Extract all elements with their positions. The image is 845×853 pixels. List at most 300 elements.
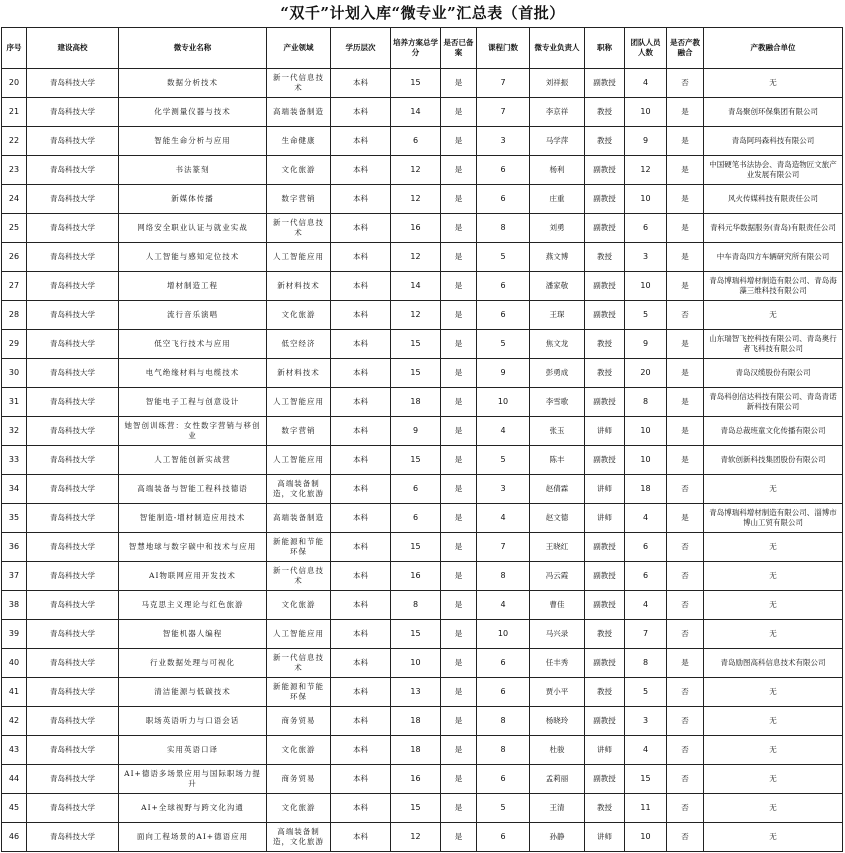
cell-school: 青岛科技大学 <box>27 272 119 301</box>
cell-team-size: 6 <box>625 533 667 562</box>
cell-partner-units: 青岛阿玛森科技有限公司 <box>704 127 843 156</box>
cell-team-size: 10 <box>625 272 667 301</box>
cell-industry-integration: 是 <box>667 330 704 359</box>
header-industry-field: 产业领域 <box>267 28 331 69</box>
header-filed: 是否已备案 <box>441 28 477 69</box>
table-row <box>2 620 843 649</box>
cell-education-level: 本科 <box>331 475 391 504</box>
cell-filed: 是 <box>441 504 477 533</box>
cell-industry-integration: 否 <box>667 301 704 330</box>
cell-industry-field: 人工智能应用 <box>267 243 331 272</box>
cell-microspecialty-name: 人工智能创新实战营 <box>119 446 267 475</box>
cell-school: 青岛科技大学 <box>27 707 119 736</box>
cell-industry-field: 文化旅游 <box>267 591 331 620</box>
cell-microspecialty-name: 职场英语听力与口语会话 <box>119 707 267 736</box>
header-team-size: 团队人员人数 <box>625 28 667 69</box>
cell-course-count: 8 <box>477 707 530 736</box>
cell-course-count: 5 <box>477 794 530 823</box>
table-row <box>2 475 843 504</box>
cell-partner-units: 无 <box>704 823 843 852</box>
cell-seq: 27 <box>2 272 27 301</box>
cell-total-credits: 12 <box>391 823 441 852</box>
cell-filed: 是 <box>441 185 477 214</box>
cell-filed: 是 <box>441 417 477 446</box>
cell-course-count: 6 <box>477 678 530 707</box>
cell-partner-units: 青岛总裁班童文化传播有限公司 <box>704 417 843 446</box>
summary-table <box>1 27 843 852</box>
cell-total-credits: 16 <box>391 214 441 243</box>
header-title: 职称 <box>585 28 625 69</box>
cell-filed: 是 <box>441 272 477 301</box>
cell-education-level: 本科 <box>331 446 391 475</box>
cell-partner-units: 青岛科创信达科技有限公司、青岛青诺新科技有限公司 <box>704 388 843 417</box>
cell-microspecialty-name: 数据分析技术 <box>119 69 267 98</box>
cell-seq: 33 <box>2 446 27 475</box>
cell-total-credits: 8 <box>391 591 441 620</box>
table-row <box>2 591 843 620</box>
cell-filed: 是 <box>441 214 477 243</box>
table-row <box>2 388 843 417</box>
cell-seq: 28 <box>2 301 27 330</box>
cell-filed: 是 <box>441 243 477 272</box>
cell-course-count: 10 <box>477 620 530 649</box>
cell-school: 青岛科技大学 <box>27 388 119 417</box>
cell-leader: 燕文博 <box>530 243 585 272</box>
cell-seq: 32 <box>2 417 27 446</box>
header-seq: 序号 <box>2 28 27 69</box>
cell-education-level: 本科 <box>331 678 391 707</box>
cell-filed: 是 <box>441 794 477 823</box>
cell-school: 青岛科技大学 <box>27 214 119 243</box>
cell-industry-field: 新一代信息技术 <box>267 69 331 98</box>
header-course-count: 课程门数 <box>477 28 530 69</box>
cell-total-credits: 6 <box>391 475 441 504</box>
cell-team-size: 10 <box>625 417 667 446</box>
cell-industry-field: 新一代信息技术 <box>267 649 331 678</box>
cell-school: 青岛科技大学 <box>27 533 119 562</box>
table-row <box>2 678 843 707</box>
cell-education-level: 本科 <box>331 272 391 301</box>
cell-course-count: 7 <box>477 69 530 98</box>
cell-filed: 是 <box>441 707 477 736</box>
cell-seq: 39 <box>2 620 27 649</box>
cell-total-credits: 9 <box>391 417 441 446</box>
cell-total-credits: 15 <box>391 794 441 823</box>
cell-education-level: 本科 <box>331 823 391 852</box>
cell-microspecialty-name: 实用英语口译 <box>119 736 267 765</box>
cell-seq: 35 <box>2 504 27 533</box>
cell-industry-integration: 否 <box>667 794 704 823</box>
cell-team-size: 15 <box>625 765 667 794</box>
cell-industry-field: 文化旅游 <box>267 736 331 765</box>
cell-seq: 44 <box>2 765 27 794</box>
cell-total-credits: 6 <box>391 127 441 156</box>
cell-leader: 马兴录 <box>530 620 585 649</box>
cell-filed: 是 <box>441 446 477 475</box>
cell-school: 青岛科技大学 <box>27 446 119 475</box>
cell-course-count: 6 <box>477 272 530 301</box>
cell-microspecialty-name: 网络安全职业认证与就业实战 <box>119 214 267 243</box>
cell-microspecialty-name: 化学测量仪器与技术 <box>119 98 267 127</box>
cell-filed: 是 <box>441 69 477 98</box>
cell-title: 教授 <box>585 359 625 388</box>
cell-course-count: 3 <box>477 475 530 504</box>
cell-leader: 马学萍 <box>530 127 585 156</box>
cell-seq: 37 <box>2 562 27 591</box>
header-partner-units: 产教融合单位 <box>704 28 843 69</box>
cell-seq: 31 <box>2 388 27 417</box>
cell-total-credits: 18 <box>391 736 441 765</box>
cell-leader: 潘家敬 <box>530 272 585 301</box>
cell-industry-integration: 是 <box>667 98 704 127</box>
cell-industry-field: 商务贸易 <box>267 765 331 794</box>
cell-industry-field: 数字营销 <box>267 417 331 446</box>
cell-partner-units: 青岛励图高科信息技术有限公司 <box>704 649 843 678</box>
table-row <box>2 707 843 736</box>
cell-filed: 是 <box>441 127 477 156</box>
cell-seq: 36 <box>2 533 27 562</box>
cell-partner-units: 无 <box>704 620 843 649</box>
cell-course-count: 8 <box>477 214 530 243</box>
cell-total-credits: 15 <box>391 620 441 649</box>
cell-education-level: 本科 <box>331 185 391 214</box>
cell-total-credits: 12 <box>391 243 441 272</box>
cell-team-size: 12 <box>625 156 667 185</box>
cell-microspecialty-name: AI+全球视野与跨文化沟通 <box>119 794 267 823</box>
cell-team-size: 4 <box>625 591 667 620</box>
cell-microspecialty-name: 清洁能源与低碳技术 <box>119 678 267 707</box>
cell-industry-integration: 是 <box>667 649 704 678</box>
cell-industry-integration: 是 <box>667 388 704 417</box>
cell-leader: 孙静 <box>530 823 585 852</box>
table-row <box>2 736 843 765</box>
cell-total-credits: 10 <box>391 649 441 678</box>
cell-title: 讲师 <box>585 475 625 504</box>
cell-industry-integration: 否 <box>667 823 704 852</box>
cell-course-count: 6 <box>477 185 530 214</box>
cell-partner-units: 山东瑞智飞控科技有限公司、青岛奥行者飞科技有限公司 <box>704 330 843 359</box>
header-total-credits: 培养方案总学分 <box>391 28 441 69</box>
cell-industry-field: 文化旅游 <box>267 301 331 330</box>
table-row <box>2 823 843 852</box>
cell-team-size: 4 <box>625 69 667 98</box>
cell-school: 青岛科技大学 <box>27 301 119 330</box>
cell-title: 教授 <box>585 678 625 707</box>
cell-industry-integration: 否 <box>667 736 704 765</box>
cell-seq: 46 <box>2 823 27 852</box>
cell-title: 副教授 <box>585 301 625 330</box>
table-row <box>2 765 843 794</box>
cell-partner-units: 青软创新科技集团股份有限公司 <box>704 446 843 475</box>
cell-leader: 杜骏 <box>530 736 585 765</box>
cell-education-level: 本科 <box>331 417 391 446</box>
cell-total-credits: 16 <box>391 562 441 591</box>
cell-industry-integration: 是 <box>667 446 704 475</box>
cell-total-credits: 15 <box>391 533 441 562</box>
cell-industry-field: 新材料技术 <box>267 272 331 301</box>
cell-microspecialty-name: AI+德语多场景应用与国际职场力提升 <box>119 765 267 794</box>
cell-course-count: 4 <box>477 417 530 446</box>
cell-microspecialty-name: 书法篆刻 <box>119 156 267 185</box>
table-row <box>2 185 843 214</box>
cell-seq: 25 <box>2 214 27 243</box>
cell-team-size: 20 <box>625 359 667 388</box>
cell-school: 青岛科技大学 <box>27 678 119 707</box>
cell-school: 青岛科技大学 <box>27 243 119 272</box>
cell-microspecialty-name: 智慧地球与数字碳中和技术与应用 <box>119 533 267 562</box>
cell-title: 教授 <box>585 243 625 272</box>
cell-industry-integration: 是 <box>667 214 704 243</box>
cell-leader: 贾小平 <box>530 678 585 707</box>
cell-team-size: 3 <box>625 243 667 272</box>
cell-title: 副教授 <box>585 533 625 562</box>
cell-industry-integration: 是 <box>667 156 704 185</box>
cell-education-level: 本科 <box>331 765 391 794</box>
cell-team-size: 9 <box>625 330 667 359</box>
cell-team-size: 10 <box>625 446 667 475</box>
cell-course-count: 6 <box>477 823 530 852</box>
cell-team-size: 5 <box>625 301 667 330</box>
cell-education-level: 本科 <box>331 388 391 417</box>
header-leader: 微专业负责人 <box>530 28 585 69</box>
cell-course-count: 6 <box>477 156 530 185</box>
table-row <box>2 446 843 475</box>
cell-title: 副教授 <box>585 156 625 185</box>
header-school: 建设高校 <box>27 28 119 69</box>
cell-education-level: 本科 <box>331 649 391 678</box>
cell-education-level: 本科 <box>331 794 391 823</box>
cell-seq: 23 <box>2 156 27 185</box>
cell-title: 教授 <box>585 330 625 359</box>
cell-industry-field: 生命健康 <box>267 127 331 156</box>
cell-leader: 曹佳 <box>530 591 585 620</box>
cell-industry-field: 新材料技术 <box>267 359 331 388</box>
table-row <box>2 330 843 359</box>
cell-microspecialty-name: 智能机器人编程 <box>119 620 267 649</box>
cell-industry-field: 人工智能应用 <box>267 620 331 649</box>
cell-course-count: 9 <box>477 359 530 388</box>
cell-education-level: 本科 <box>331 214 391 243</box>
cell-total-credits: 14 <box>391 98 441 127</box>
cell-school: 青岛科技大学 <box>27 185 119 214</box>
cell-partner-units: 无 <box>704 301 843 330</box>
cell-education-level: 本科 <box>331 359 391 388</box>
cell-filed: 是 <box>441 156 477 185</box>
cell-title: 副教授 <box>585 388 625 417</box>
cell-leader: 杨利 <box>530 156 585 185</box>
cell-partner-units: 无 <box>704 736 843 765</box>
cell-school: 青岛科技大学 <box>27 475 119 504</box>
cell-total-credits: 12 <box>391 185 441 214</box>
cell-school: 青岛科技大学 <box>27 359 119 388</box>
cell-total-credits: 12 <box>391 301 441 330</box>
cell-total-credits: 18 <box>391 707 441 736</box>
cell-school: 青岛科技大学 <box>27 736 119 765</box>
header-industry-integration: 是否产教融合 <box>667 28 704 69</box>
cell-course-count: 7 <box>477 98 530 127</box>
cell-school: 青岛科技大学 <box>27 794 119 823</box>
cell-title: 教授 <box>585 794 625 823</box>
cell-filed: 是 <box>441 591 477 620</box>
cell-industry-integration: 否 <box>667 620 704 649</box>
cell-title: 讲师 <box>585 417 625 446</box>
table-row <box>2 533 843 562</box>
cell-filed: 是 <box>441 765 477 794</box>
cell-leader: 任丰秀 <box>530 649 585 678</box>
cell-team-size: 4 <box>625 736 667 765</box>
cell-leader: 冯云霞 <box>530 562 585 591</box>
cell-total-credits: 12 <box>391 156 441 185</box>
cell-partner-units: 中国硬笔书法协会、青岛造物匠文旅产业发展有限公司 <box>704 156 843 185</box>
cell-seq: 24 <box>2 185 27 214</box>
cell-microspecialty-name: 智能制造-增材制造应用技术 <box>119 504 267 533</box>
cell-partner-units: 青科元华数据服务(青岛)有限责任公司 <box>704 214 843 243</box>
cell-total-credits: 15 <box>391 446 441 475</box>
cell-school: 青岛科技大学 <box>27 330 119 359</box>
table-row <box>2 243 843 272</box>
cell-microspecialty-name: 低空飞行技术与应用 <box>119 330 267 359</box>
table-row <box>2 98 843 127</box>
cell-seq: 41 <box>2 678 27 707</box>
cell-filed: 是 <box>441 678 477 707</box>
cell-education-level: 本科 <box>331 736 391 765</box>
cell-industry-integration: 否 <box>667 562 704 591</box>
cell-leader: 陈丰 <box>530 446 585 475</box>
cell-partner-units: 中车青岛四方车辆研究所有限公司 <box>704 243 843 272</box>
cell-title: 教授 <box>585 127 625 156</box>
cell-leader: 赵文德 <box>530 504 585 533</box>
cell-filed: 是 <box>441 330 477 359</box>
cell-course-count: 6 <box>477 765 530 794</box>
cell-team-size: 10 <box>625 185 667 214</box>
cell-partner-units: 无 <box>704 707 843 736</box>
cell-course-count: 4 <box>477 591 530 620</box>
cell-seq: 22 <box>2 127 27 156</box>
cell-course-count: 5 <box>477 243 530 272</box>
cell-filed: 是 <box>441 620 477 649</box>
cell-title: 副教授 <box>585 214 625 243</box>
cell-leader: 李雪歌 <box>530 388 585 417</box>
cell-partner-units: 青岛博瑞科增材制造有限公司、淄博市博山工贸有限公司 <box>704 504 843 533</box>
cell-industry-field: 人工智能应用 <box>267 388 331 417</box>
cell-leader: 彭勇成 <box>530 359 585 388</box>
cell-industry-field: 低空经济 <box>267 330 331 359</box>
cell-microspecialty-name: AI物联网应用开发技术 <box>119 562 267 591</box>
cell-team-size: 11 <box>625 794 667 823</box>
cell-education-level: 本科 <box>331 562 391 591</box>
cell-industry-integration: 是 <box>667 359 704 388</box>
cell-title: 教授 <box>585 620 625 649</box>
cell-partner-units: 无 <box>704 562 843 591</box>
table-row <box>2 69 843 98</box>
cell-industry-field: 数字营销 <box>267 185 331 214</box>
cell-education-level: 本科 <box>331 620 391 649</box>
header-education-level: 学历层次 <box>331 28 391 69</box>
cell-total-credits: 16 <box>391 765 441 794</box>
cell-school: 青岛科技大学 <box>27 127 119 156</box>
cell-education-level: 本科 <box>331 301 391 330</box>
cell-team-size: 6 <box>625 562 667 591</box>
cell-education-level: 本科 <box>331 533 391 562</box>
cell-education-level: 本科 <box>331 156 391 185</box>
cell-seq: 40 <box>2 649 27 678</box>
cell-school: 青岛科技大学 <box>27 823 119 852</box>
cell-industry-field: 新一代信息技术 <box>267 562 331 591</box>
cell-industry-field: 人工智能应用 <box>267 446 331 475</box>
table-row <box>2 504 843 533</box>
cell-school: 青岛科技大学 <box>27 417 119 446</box>
cell-school: 青岛科技大学 <box>27 98 119 127</box>
table-row <box>2 156 843 185</box>
cell-school: 青岛科技大学 <box>27 69 119 98</box>
cell-industry-integration: 是 <box>667 417 704 446</box>
cell-filed: 是 <box>441 533 477 562</box>
cell-industry-integration: 是 <box>667 127 704 156</box>
cell-course-count: 6 <box>477 301 530 330</box>
cell-course-count: 8 <box>477 562 530 591</box>
cell-seq: 21 <box>2 98 27 127</box>
cell-industry-integration: 是 <box>667 272 704 301</box>
cell-seq: 34 <box>2 475 27 504</box>
cell-team-size: 8 <box>625 649 667 678</box>
cell-title: 副教授 <box>585 185 625 214</box>
cell-industry-integration: 否 <box>667 678 704 707</box>
cell-school: 青岛科技大学 <box>27 765 119 794</box>
cell-team-size: 4 <box>625 504 667 533</box>
cell-filed: 是 <box>441 649 477 678</box>
cell-seq: 38 <box>2 591 27 620</box>
cell-microspecialty-name: 电气绝缘材料与电缆技术 <box>119 359 267 388</box>
cell-course-count: 8 <box>477 736 530 765</box>
table-row <box>2 301 843 330</box>
cell-course-count: 5 <box>477 446 530 475</box>
cell-team-size: 10 <box>625 823 667 852</box>
cell-education-level: 本科 <box>331 591 391 620</box>
cell-title: 副教授 <box>585 446 625 475</box>
cell-microspecialty-name: 新媒体传播 <box>119 185 267 214</box>
cell-industry-integration: 否 <box>667 475 704 504</box>
cell-seq: 45 <box>2 794 27 823</box>
cell-team-size: 18 <box>625 475 667 504</box>
cell-industry-integration: 否 <box>667 707 704 736</box>
cell-leader: 赵倩霖 <box>530 475 585 504</box>
cell-leader: 李京祥 <box>530 98 585 127</box>
cell-industry-field: 文化旅游 <box>267 156 331 185</box>
cell-filed: 是 <box>441 388 477 417</box>
cell-total-credits: 13 <box>391 678 441 707</box>
cell-industry-field: 新能源和节能环保 <box>267 678 331 707</box>
cell-title: 副教授 <box>585 562 625 591</box>
cell-partner-units: 青岛博瑞科增材制造有限公司、青岛海藻三维科技有限公司 <box>704 272 843 301</box>
cell-total-credits: 14 <box>391 272 441 301</box>
cell-industry-field: 高端装备制造 <box>267 504 331 533</box>
cell-partner-units: 青岛聚创环保集团有限公司 <box>704 98 843 127</box>
table-row <box>2 214 843 243</box>
cell-filed: 是 <box>441 823 477 852</box>
table-title: “双千”计划入库“微专业”汇总表（首批） <box>280 4 565 22</box>
cell-microspecialty-name: 面向工程场景的AI+德语应用 <box>119 823 267 852</box>
cell-partner-units: 无 <box>704 765 843 794</box>
cell-school: 青岛科技大学 <box>27 620 119 649</box>
cell-team-size: 9 <box>625 127 667 156</box>
cell-industry-field: 新能源和节能环保 <box>267 533 331 562</box>
cell-industry-integration: 否 <box>667 765 704 794</box>
cell-education-level: 本科 <box>331 504 391 533</box>
cell-industry-field: 高端装备制造 <box>267 98 331 127</box>
cell-seq: 20 <box>2 69 27 98</box>
cell-course-count: 3 <box>477 127 530 156</box>
cell-course-count: 7 <box>477 533 530 562</box>
